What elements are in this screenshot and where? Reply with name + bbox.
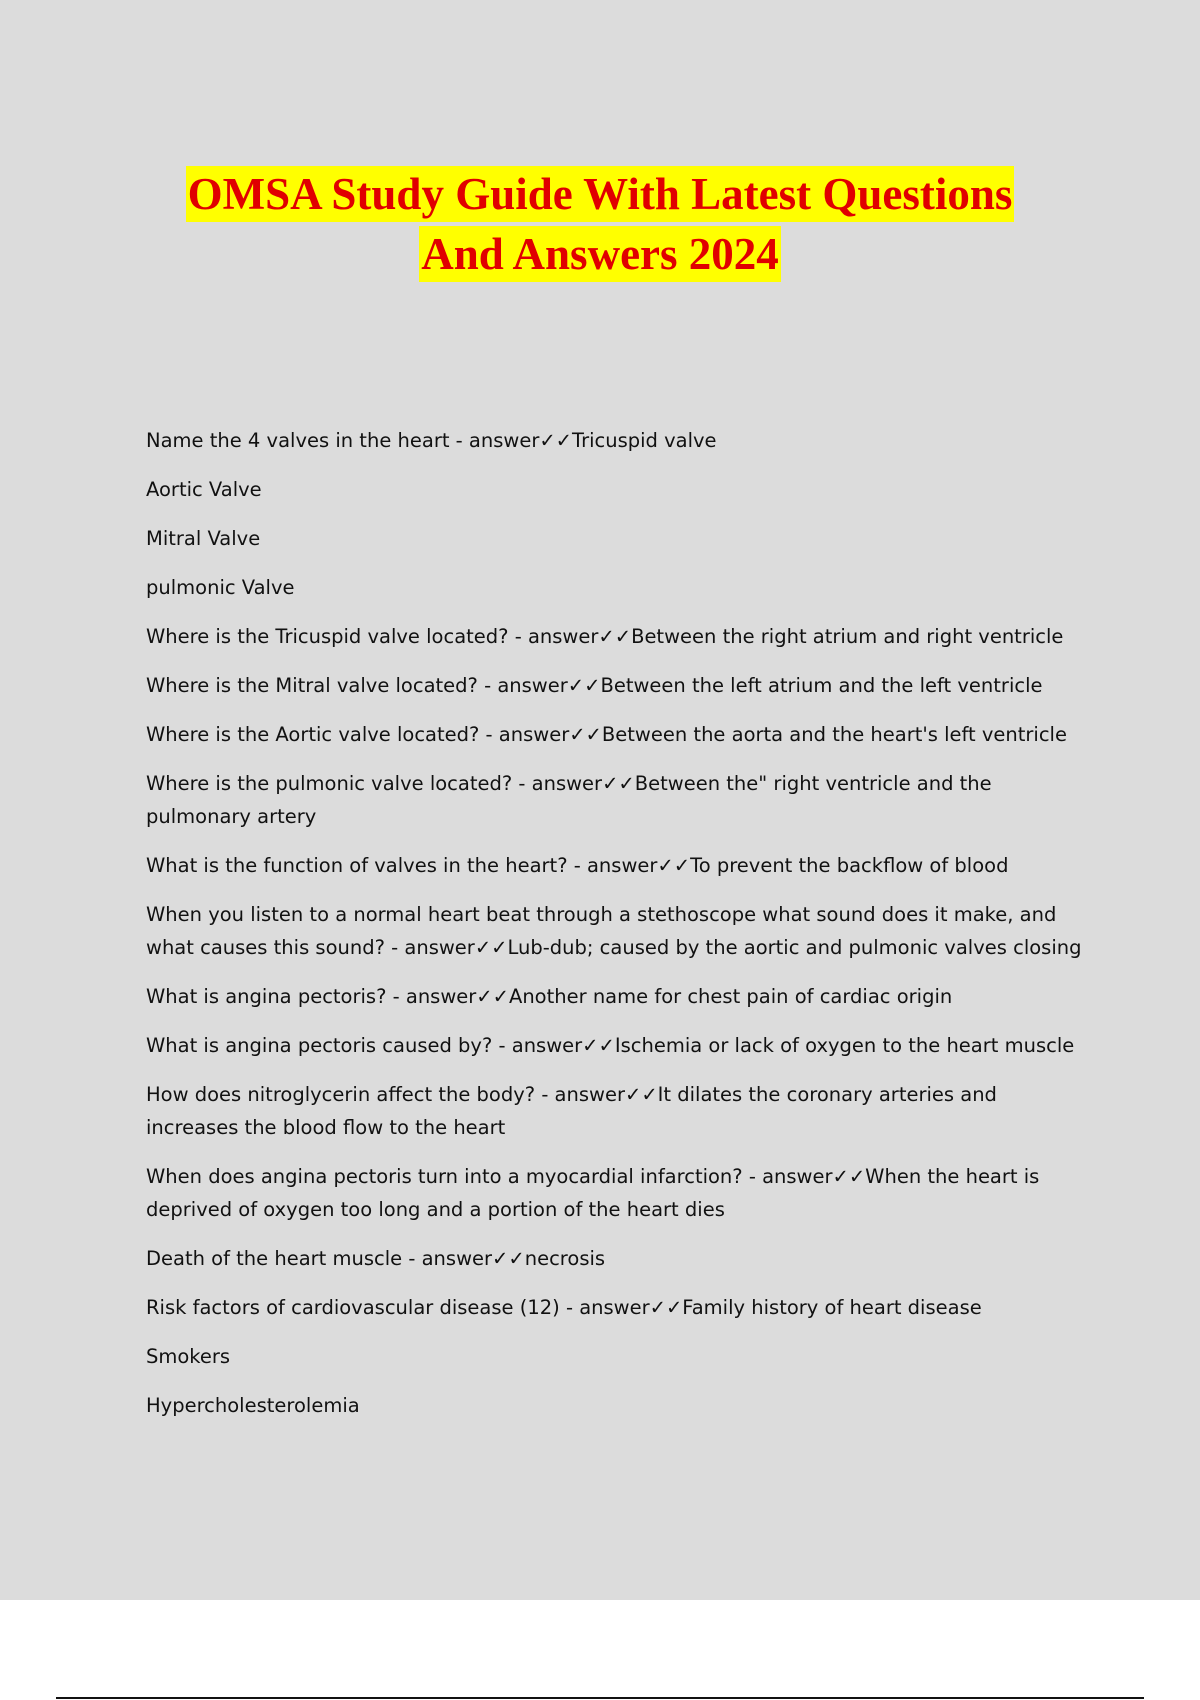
qa-paragraph: When does angina pectoris turn into a myocardial infarction? - answer✓✓When the heart is deprived of oxygen too long and a portion of the heart dies bbox=[146, 1165, 1040, 1221]
qa-paragraph: How does nitroglycerin affect the body? - answer✓✓It dilates the coronary arteries and increases the blood flow to the heart bbox=[146, 1083, 997, 1139]
qa-paragraph: Aortic Valve bbox=[146, 478, 262, 501]
qa-paragraph: What is the function of valves in the heart? - answer✓✓To prevent the backflow of blood bbox=[146, 854, 1009, 877]
qa-paragraph: What is angina pectoris? - answer✓✓Another name for chest pain of cardiac origin bbox=[146, 985, 953, 1008]
page-title bbox=[0, 166, 1200, 282]
qa-paragraph: Risk factors of cardiovascular disease (12) - answer✓✓Family history of heart disease bbox=[146, 1296, 982, 1319]
footer-divider bbox=[56, 1697, 1144, 1699]
qa-paragraph: pulmonic Valve bbox=[146, 576, 295, 599]
qa-paragraph: What is angina pectoris caused by? - answer✓✓Ischemia or lack of oxygen to the heart muscle bbox=[146, 1034, 1075, 1057]
qa-paragraph: Hypercholesterolemia bbox=[146, 1394, 360, 1417]
page-footer-area bbox=[0, 1600, 1200, 1700]
qa-paragraph: Death of the heart muscle - answer✓✓necrosis bbox=[146, 1247, 606, 1270]
title-line-2: And Answers 2024 bbox=[419, 226, 781, 282]
qa-paragraph: Where is the Aortic valve located? - answer✓✓Between the aorta and the heart's left ventricle bbox=[146, 723, 1067, 746]
qa-paragraph: Where is the pulmonic valve located? - answer✓✓Between the" right ventricle and the pulmonary artery bbox=[146, 772, 992, 828]
qa-paragraph: When you listen to a normal heart beat through a stethoscope what sound does it make, and what causes this sound? - answer✓✓Lub-dub; caused by the aortic and pulmonic valves closing bbox=[146, 903, 1082, 959]
qa-paragraph: Mitral Valve bbox=[146, 527, 261, 550]
qa-paragraph: Name the 4 valves in the heart - answer✓✓Tricuspid valve bbox=[146, 429, 717, 452]
qa-paragraph: Where is the Mitral valve located? - answer✓✓Between the left atrium and the left ventricle bbox=[146, 674, 1043, 697]
title-line-1: OMSA Study Guide With Latest Questions bbox=[186, 166, 1015, 222]
qa-paragraph: Smokers bbox=[146, 1345, 231, 1368]
qa-paragraph: Where is the Tricuspid valve located? - answer✓✓Between the right atrium and right ventricle bbox=[146, 625, 1064, 648]
study-guide-content bbox=[146, 424, 1091, 1438]
